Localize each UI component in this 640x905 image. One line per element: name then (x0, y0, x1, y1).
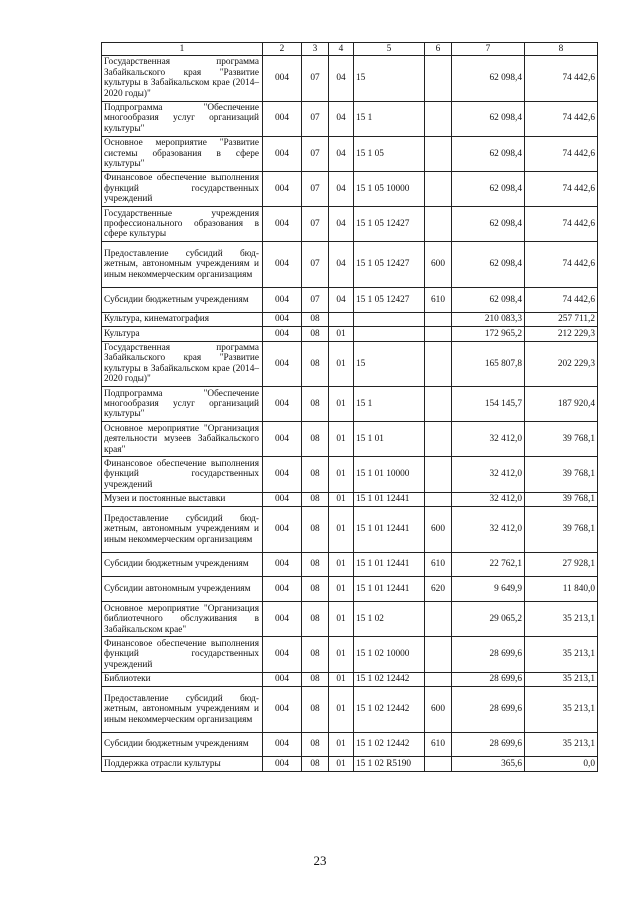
table-row (102, 327, 598, 341)
row-name-cell: Государственные учреждения профессионального образования в сфере культуры (102, 207, 263, 242)
section-code-cell: 07 (302, 101, 329, 136)
expense-type-cell (425, 101, 452, 136)
expense-type-cell (425, 312, 452, 326)
row-name-cell: Подпрограмма "Обеспечение многообразия услуг организаций культуры" (102, 101, 263, 136)
expense-type-cell (425, 602, 452, 637)
subsection-code-cell: 01 (329, 577, 354, 602)
header-cell: 7 (452, 43, 525, 56)
expense-type-cell: 610 (425, 552, 452, 577)
target-article-cell: 15 1 02 (354, 602, 425, 637)
target-article-cell: 15 1 02 R5190 (354, 757, 425, 771)
target-article-cell: 15 1 05 12427 (354, 287, 425, 312)
table-row (102, 732, 598, 757)
amount-year2-cell: 35 213,1 (525, 672, 598, 686)
section-code-cell: 08 (302, 637, 329, 672)
expense-type-cell (425, 207, 452, 242)
section-code-cell: 07 (302, 56, 329, 102)
amount-year2-cell: 74 442,6 (525, 171, 598, 206)
ministry-code-cell: 004 (263, 242, 302, 288)
amount-year2-cell: 11 840,0 (525, 577, 598, 602)
ministry-code-cell: 004 (263, 577, 302, 602)
section-code-cell: 08 (302, 757, 329, 771)
target-article-cell: 15 1 01 12441 (354, 492, 425, 506)
target-article-cell: 15 1 01 12441 (354, 507, 425, 553)
ministry-code-cell: 004 (263, 341, 302, 387)
amount-year1-cell: 28 699,6 (452, 732, 525, 757)
expense-type-cell (425, 56, 452, 102)
ministry-code-cell: 004 (263, 507, 302, 553)
expense-type-cell: 610 (425, 287, 452, 312)
header-cell: 3 (302, 43, 329, 56)
table-row (102, 757, 598, 771)
table-row (102, 101, 598, 136)
amount-year2-cell: 74 442,6 (525, 207, 598, 242)
table-row (102, 552, 598, 577)
row-name-cell: Предоставление субсидий бюджетным, автономным учреждениям и иным некоммерческим организациям (102, 507, 263, 553)
expense-type-cell: 610 (425, 732, 452, 757)
amount-year1-cell: 172 965,2 (452, 327, 525, 341)
target-article-cell: 15 1 (354, 387, 425, 422)
expense-type-cell: 620 (425, 577, 452, 602)
amount-year2-cell: 35 213,1 (525, 602, 598, 637)
table-row (102, 287, 598, 312)
amount-year2-cell: 39 768,1 (525, 422, 598, 457)
subsection-code-cell: 04 (329, 171, 354, 206)
subsection-code-cell: 01 (329, 552, 354, 577)
row-name-cell: Библиотеки (102, 672, 263, 686)
subsection-code-cell: 01 (329, 637, 354, 672)
expense-type-cell: 600 (425, 687, 452, 733)
table-row (102, 422, 598, 457)
page-number: 23 (313, 853, 327, 868)
subsection-code-cell: 01 (329, 732, 354, 757)
amount-year1-cell: 32 412,0 (452, 492, 525, 506)
ministry-code-cell: 004 (263, 287, 302, 312)
ministry-code-cell: 004 (263, 552, 302, 577)
target-article-cell (354, 312, 425, 326)
ministry-code-cell: 004 (263, 457, 302, 492)
section-code-cell: 08 (302, 732, 329, 757)
expense-type-cell (425, 672, 452, 686)
target-article-cell: 15 1 05 10000 (354, 171, 425, 206)
table-row (102, 457, 598, 492)
target-article-cell: 15 1 01 12441 (354, 577, 425, 602)
row-name-cell: Субсидии бюджетным учреждениям (102, 552, 263, 577)
amount-year1-cell: 28 699,6 (452, 672, 525, 686)
amount-year1-cell: 62 098,4 (452, 242, 525, 288)
section-code-cell: 08 (302, 327, 329, 341)
subsection-code-cell: 04 (329, 136, 354, 171)
subsection-code-cell: 01 (329, 387, 354, 422)
section-code-cell: 08 (302, 492, 329, 506)
amount-year1-cell: 165 807,8 (452, 341, 525, 387)
table-body (102, 43, 598, 772)
section-code-cell: 08 (302, 552, 329, 577)
row-name-cell: Подпрограмма "Обеспечение многообразия услуг организаций культуры" (102, 387, 263, 422)
subsection-code-cell: 01 (329, 687, 354, 733)
table-row (102, 242, 598, 288)
header-cell: 2 (263, 43, 302, 56)
table-row (102, 492, 598, 506)
amount-year2-cell: 257 711,2 (525, 312, 598, 326)
target-article-cell: 15 1 02 12442 (354, 732, 425, 757)
amount-year2-cell: 187 920,4 (525, 387, 598, 422)
amount-year1-cell: 62 098,4 (452, 287, 525, 312)
amount-year2-cell: 202 229,3 (525, 341, 598, 387)
section-code-cell: 08 (302, 577, 329, 602)
row-name-cell: Государственная программа Забайкальского края "Развитие культуры в Забайкальском крае (2014–2020 годы)" (102, 341, 263, 387)
row-name-cell: Предоставление субсидий бюджетным, автономным учреждениям и иным некоммерческим организациям (102, 242, 263, 288)
table-row (102, 687, 598, 733)
amount-year1-cell: 9 649,9 (452, 577, 525, 602)
target-article-cell: 15 (354, 341, 425, 387)
expense-type-cell (425, 341, 452, 387)
expense-type-cell (425, 422, 452, 457)
amount-year1-cell: 62 098,4 (452, 136, 525, 171)
section-code-cell: 07 (302, 207, 329, 242)
section-code-cell: 08 (302, 312, 329, 326)
row-name-cell: Культура, кинематография (102, 312, 263, 326)
ministry-code-cell: 004 (263, 687, 302, 733)
header-cell: 6 (425, 43, 452, 56)
ministry-code-cell: 004 (263, 387, 302, 422)
header-row (102, 43, 598, 56)
expense-type-cell (425, 327, 452, 341)
ministry-code-cell: 004 (263, 312, 302, 326)
ministry-code-cell: 004 (263, 56, 302, 102)
ministry-code-cell: 004 (263, 602, 302, 637)
table-row (102, 387, 598, 422)
amount-year1-cell: 62 098,4 (452, 207, 525, 242)
header-cell: 1 (102, 43, 263, 56)
amount-year1-cell: 32 412,0 (452, 422, 525, 457)
amount-year2-cell: 212 229,3 (525, 327, 598, 341)
amount-year2-cell: 35 213,1 (525, 637, 598, 672)
subsection-code-cell: 04 (329, 207, 354, 242)
target-article-cell: 15 (354, 56, 425, 102)
section-code-cell: 07 (302, 287, 329, 312)
table-row (102, 637, 598, 672)
row-name-cell: Субсидии автономным учреждениям (102, 577, 263, 602)
amount-year1-cell: 62 098,4 (452, 101, 525, 136)
row-name-cell: Финансовое обеспечение выполнения функций государственных учреждений (102, 171, 263, 206)
budget-table (101, 42, 598, 772)
section-code-cell: 08 (302, 387, 329, 422)
row-name-cell: Музеи и постоянные выставки (102, 492, 263, 506)
subsection-code-cell: 01 (329, 341, 354, 387)
ministry-code-cell: 004 (263, 422, 302, 457)
table-row (102, 507, 598, 553)
table-row (102, 312, 598, 326)
target-article-cell: 15 1 01 12441 (354, 552, 425, 577)
section-code-cell: 08 (302, 422, 329, 457)
expense-type-cell (425, 492, 452, 506)
expense-type-cell (425, 757, 452, 771)
amount-year1-cell: 32 412,0 (452, 507, 525, 553)
expense-type-cell (425, 457, 452, 492)
expense-type-cell (425, 637, 452, 672)
subsection-code-cell: 01 (329, 602, 354, 637)
amount-year2-cell: 39 768,1 (525, 457, 598, 492)
row-name-cell: Поддержка отрасли культуры (102, 757, 263, 771)
target-article-cell: 15 1 01 10000 (354, 457, 425, 492)
subsection-code-cell: 04 (329, 56, 354, 102)
row-name-cell: Основное мероприятие "Организация библиотечного обслуживания в Забайкальском крае" (102, 602, 263, 637)
subsection-code-cell: 01 (329, 507, 354, 553)
ministry-code-cell: 004 (263, 757, 302, 771)
subsection-code-cell: 01 (329, 422, 354, 457)
subsection-code-cell: 01 (329, 672, 354, 686)
header-cell: 4 (329, 43, 354, 56)
amount-year1-cell: 32 412,0 (452, 457, 525, 492)
ministry-code-cell: 004 (263, 101, 302, 136)
amount-year2-cell: 74 442,6 (525, 287, 598, 312)
section-code-cell: 08 (302, 507, 329, 553)
amount-year2-cell: 74 442,6 (525, 136, 598, 171)
row-name-cell: Субсидии бюджетным учреждениям (102, 287, 263, 312)
section-code-cell: 08 (302, 672, 329, 686)
target-article-cell: 15 1 05 12427 (354, 242, 425, 288)
target-article-cell: 15 1 01 (354, 422, 425, 457)
amount-year2-cell: 74 442,6 (525, 101, 598, 136)
target-article-cell: 15 1 02 10000 (354, 637, 425, 672)
section-code-cell: 08 (302, 687, 329, 733)
subsection-code-cell (329, 312, 354, 326)
target-article-cell: 15 1 05 12427 (354, 207, 425, 242)
ministry-code-cell: 004 (263, 136, 302, 171)
row-name-cell: Финансовое обеспечение выполнения функций государственных учреждений (102, 457, 263, 492)
amount-year1-cell: 62 098,4 (452, 171, 525, 206)
subsection-code-cell: 01 (329, 757, 354, 771)
row-name-cell: Культура (102, 327, 263, 341)
subsection-code-cell: 04 (329, 101, 354, 136)
target-article-cell (354, 327, 425, 341)
section-code-cell: 07 (302, 136, 329, 171)
amount-year2-cell: 74 442,6 (525, 56, 598, 102)
ministry-code-cell: 004 (263, 732, 302, 757)
section-code-cell: 08 (302, 457, 329, 492)
expense-type-cell (425, 387, 452, 422)
header-cell: 8 (525, 43, 598, 56)
amount-year2-cell: 0,0 (525, 757, 598, 771)
target-article-cell: 15 1 05 (354, 136, 425, 171)
amount-year2-cell: 39 768,1 (525, 507, 598, 553)
target-article-cell: 15 1 02 12442 (354, 672, 425, 686)
target-article-cell: 15 1 (354, 101, 425, 136)
ministry-code-cell: 004 (263, 327, 302, 341)
amount-year2-cell: 39 768,1 (525, 492, 598, 506)
row-name-cell: Основное мероприятие "Организация деятельности музеев Забайкальского края" (102, 422, 263, 457)
row-name-cell: Субсидии бюджетным учреждениям (102, 732, 263, 757)
section-code-cell: 07 (302, 171, 329, 206)
row-name-cell: Основное мероприятие "Развитие системы образования в сфере культуры" (102, 136, 263, 171)
expense-type-cell (425, 136, 452, 171)
expense-type-cell (425, 171, 452, 206)
amount-year2-cell: 35 213,1 (525, 732, 598, 757)
table-row (102, 341, 598, 387)
amount-year2-cell: 27 928,1 (525, 552, 598, 577)
amount-year1-cell: 62 098,4 (452, 56, 525, 102)
expense-type-cell: 600 (425, 242, 452, 288)
amount-year2-cell: 74 442,6 (525, 242, 598, 288)
row-name-cell: Предоставление субсидий бюджетным, автономным учреждениям и иным некоммерческим организациям (102, 687, 263, 733)
amount-year1-cell: 28 699,6 (452, 637, 525, 672)
amount-year1-cell: 210 083,3 (452, 312, 525, 326)
section-code-cell: 08 (302, 602, 329, 637)
amount-year1-cell: 154 145,7 (452, 387, 525, 422)
amount-year1-cell: 28 699,6 (452, 687, 525, 733)
expense-type-cell: 600 (425, 507, 452, 553)
subsection-code-cell: 04 (329, 287, 354, 312)
section-code-cell: 07 (302, 242, 329, 288)
ministry-code-cell: 004 (263, 171, 302, 206)
amount-year1-cell: 365,6 (452, 757, 525, 771)
section-code-cell: 08 (302, 341, 329, 387)
amount-year1-cell: 22 762,1 (452, 552, 525, 577)
amount-year2-cell: 35 213,1 (525, 687, 598, 733)
table-row (102, 171, 598, 206)
table-row (102, 672, 598, 686)
row-name-cell: Государственная программа Забайкальского края "Развитие культуры в Забайкальском крае (2014–2020 годы)" (102, 56, 263, 102)
amount-year1-cell: 29 065,2 (452, 602, 525, 637)
ministry-code-cell: 004 (263, 207, 302, 242)
table-row (102, 577, 598, 602)
target-article-cell: 15 1 02 12442 (354, 687, 425, 733)
table-row (102, 136, 598, 171)
ministry-code-cell: 004 (263, 672, 302, 686)
subsection-code-cell: 01 (329, 327, 354, 341)
ministry-code-cell: 004 (263, 637, 302, 672)
table-row (102, 207, 598, 242)
ministry-code-cell: 004 (263, 492, 302, 506)
subsection-code-cell: 04 (329, 242, 354, 288)
table-row (102, 602, 598, 637)
subsection-code-cell: 01 (329, 492, 354, 506)
subsection-code-cell: 01 (329, 457, 354, 492)
header-cell: 5 (354, 43, 425, 56)
row-name-cell: Финансовое обеспечение выполнения функций государственных учреждений (102, 637, 263, 672)
table-row (102, 56, 598, 102)
